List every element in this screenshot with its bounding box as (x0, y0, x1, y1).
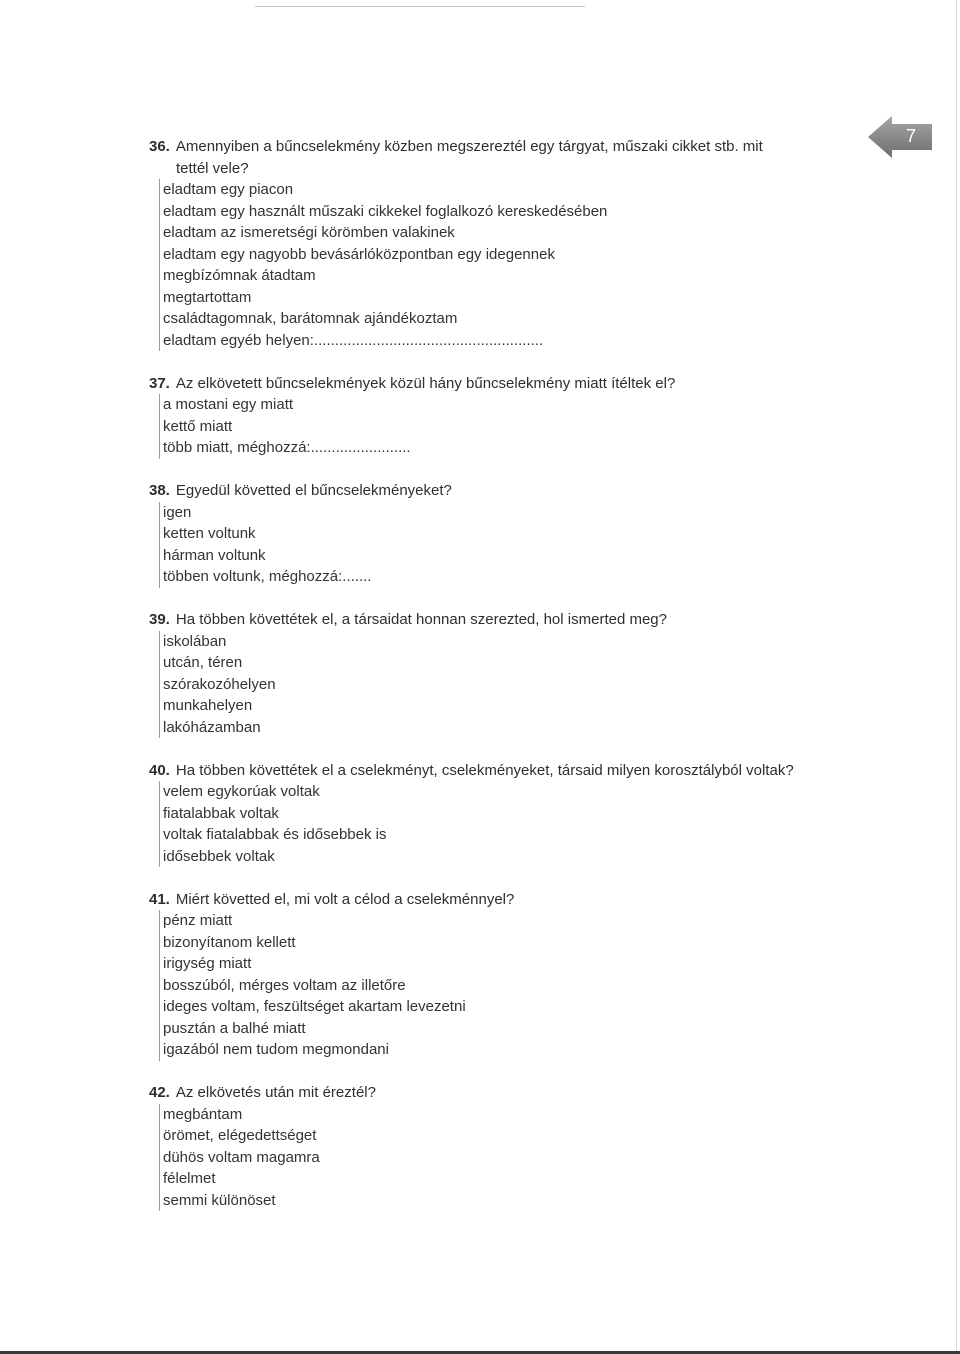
answer-option[interactable]: eladtam egy használt műszaki cikkekel foglalkozó kereskedésében (159, 201, 849, 223)
spacer (149, 351, 849, 373)
question-39-heading (149, 609, 849, 631)
question-40 (149, 760, 849, 868)
question-text: Amennyiben a bűncselekmény közben megszereztél egy tárgyat, műszaki cikket stb. mit (175, 138, 763, 155)
answer-options (149, 394, 849, 459)
question-42 (149, 1082, 849, 1211)
answer-option[interactable]: velem egykorúak voltak (159, 781, 849, 803)
answer-option[interactable]: semmi különöset (159, 1190, 849, 1212)
question-number: 40. (149, 761, 170, 779)
answer-options (149, 631, 849, 739)
answer-option[interactable]: iskolában (159, 631, 849, 653)
question-41 (149, 889, 849, 1061)
question-41-heading (149, 889, 849, 911)
question-37 (149, 373, 849, 459)
answer-option[interactable]: a mostani egy miatt (159, 394, 849, 416)
spacer (149, 459, 849, 481)
question-number: 42. (149, 1084, 170, 1101)
question-number: 38. (149, 482, 170, 499)
question-text: Egyedül követted el bűncselekményeket? (175, 482, 452, 499)
question-38 (149, 480, 849, 588)
answer-option[interactable]: lakóházamban (159, 717, 849, 739)
answer-option[interactable]: munkahelyen (159, 695, 849, 717)
answer-option[interactable]: ketten voltunk (159, 523, 849, 545)
question-text-continued: tettél vele? (176, 159, 249, 177)
answer-option[interactable]: bizonyítanom kellett (159, 932, 849, 954)
question-40-heading (149, 760, 849, 782)
scan-artifact-line (255, 6, 585, 7)
question-42-heading (149, 1082, 849, 1104)
question-number: 37. (149, 374, 170, 392)
answer-option[interactable]: voltak fiatalabbak és idősebbek is (159, 824, 849, 846)
answer-option[interactable]: pénz miatt (159, 910, 849, 932)
question-text: Ha többen követtétek el a cselekményt, cselekményeket, társaid milyen korosztályból voltak? (175, 761, 794, 779)
answer-option[interactable]: fiatalabbak voltak (159, 803, 849, 825)
question-number: 36. (149, 138, 170, 155)
question-36-heading (149, 136, 849, 179)
spacer (149, 1061, 849, 1083)
question-text: Miért követted el, mi volt a célod a cselekménnyel? (175, 890, 515, 908)
answer-option[interactable]: bosszúból, mérges voltam az illetőre (159, 975, 849, 997)
answer-option[interactable]: eladtam egy piacon (159, 179, 849, 201)
question-38-heading (149, 480, 849, 502)
answer-option[interactable]: idősebbek voltak (159, 846, 849, 868)
question-number: 39. (149, 611, 170, 628)
answer-option[interactable]: többen voltunk, méghozzá:....... (159, 566, 849, 588)
answer-option[interactable]: több miatt, méghozzá:........................ (159, 437, 849, 459)
page-number: 7 (905, 126, 916, 146)
spacer (149, 588, 849, 610)
answer-option[interactable]: irigység miatt (159, 953, 849, 975)
answer-options (149, 910, 849, 1061)
answer-option[interactable]: ideges voltam, feszültséget akartam levezetni (159, 996, 849, 1018)
question-number: 41. (149, 890, 170, 908)
answer-option[interactable]: megtartottam (159, 287, 849, 309)
question-text: Az elkövetés után mit éreztél? (175, 1084, 376, 1101)
answer-option[interactable]: szórakozóhelyen (159, 674, 849, 696)
answer-option[interactable]: igazából nem tudom megmondani (159, 1039, 849, 1061)
answer-option[interactable]: örömet, elégedettséget (159, 1125, 849, 1147)
answer-option[interactable]: megbízómnak átadtam (159, 265, 849, 287)
answer-option[interactable]: eladtam egy nagyobb bevásárlóközpontban egy idegennek (159, 244, 849, 266)
question-37-heading (149, 373, 849, 395)
answer-options (149, 781, 849, 867)
question-text: Az elkövetett bűncselekmények közül hány bűncselekmény miatt ítéltek el? (175, 374, 676, 392)
answer-options (149, 179, 849, 351)
answer-option[interactable]: pusztán a balhé miatt (159, 1018, 849, 1040)
questionnaire (149, 136, 849, 1211)
answer-options (149, 502, 849, 588)
question-39 (149, 609, 849, 738)
scan-page-edge (956, 0, 957, 1354)
answer-options (149, 1104, 849, 1212)
answer-option[interactable]: utcán, téren (159, 652, 849, 674)
spacer (149, 738, 849, 760)
spacer (149, 867, 849, 889)
answer-option[interactable]: eladtam az ismeretségi körömben valakinek (159, 222, 849, 244)
answer-option[interactable]: családtagomnak, barátomnak ajándékoztam (159, 308, 849, 330)
answer-option[interactable]: kettő miatt (159, 416, 849, 438)
answer-option[interactable]: igen (159, 502, 849, 524)
answer-option[interactable]: félelmet (159, 1168, 849, 1190)
answer-option[interactable]: hárman voltunk (159, 545, 849, 567)
answer-option[interactable]: megbántam (159, 1104, 849, 1126)
answer-option[interactable]: eladtam egyéb helyen:....................................................... (159, 330, 849, 352)
question-36 (149, 136, 849, 351)
question-text: Ha többen követtétek el, a társaidat honnan szerezted, hol ismerted meg? (175, 611, 667, 628)
answer-option[interactable]: dühös voltam magamra (159, 1147, 849, 1169)
